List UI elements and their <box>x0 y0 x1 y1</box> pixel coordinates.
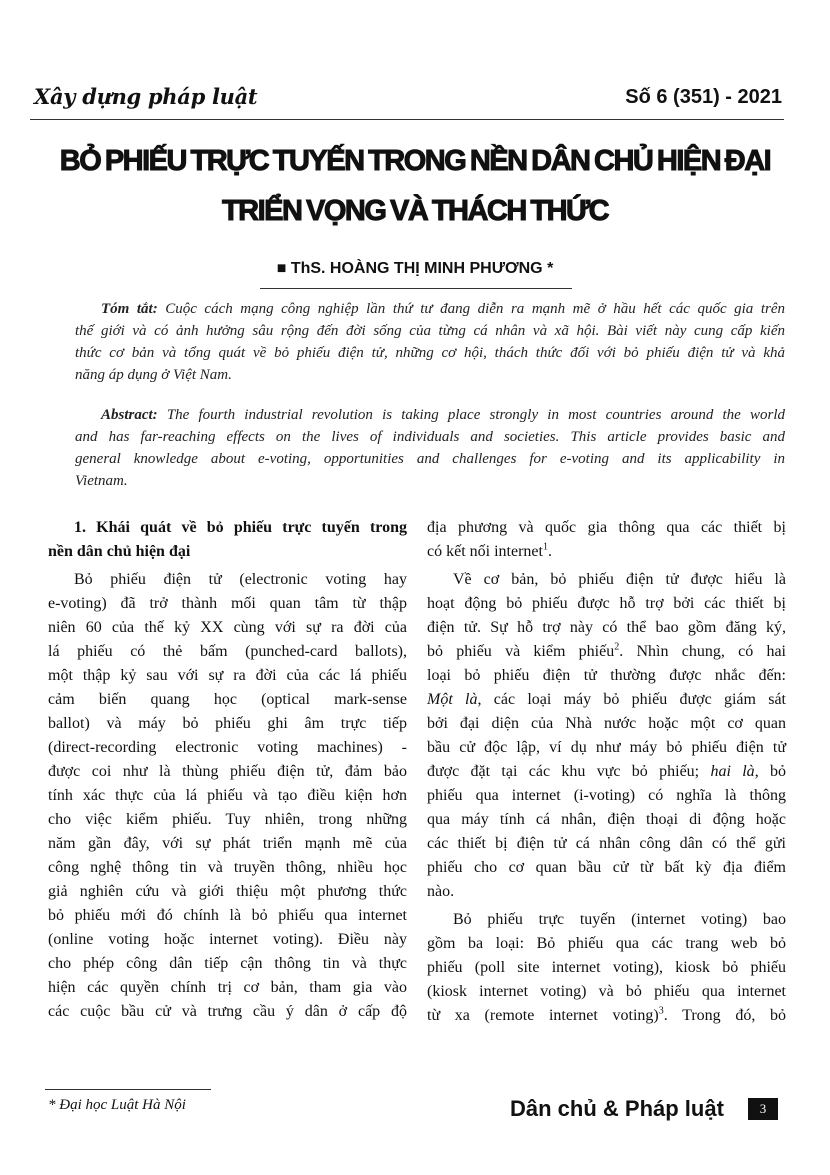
text-run: Cuộc cách mạng công nghiệp lần thứ tư đang diễn ra mạnh mẽ ở hầu hết các quốc gia trên <box>165 301 785 317</box>
text-line <box>48 592 407 616</box>
article-title-line-2 <box>20 188 810 234</box>
text-line <box>427 540 786 564</box>
text-run: The fourth industrial revolution is taking place strongly in most countries around the world <box>166 407 785 423</box>
text-line <box>48 712 407 736</box>
footnote-ref: 2 <box>614 641 620 653</box>
text-line <box>48 616 407 640</box>
text-run: (direct-recording electronic voting machines) - <box>48 739 407 756</box>
text-run: loại bỏ phiếu điện tử thường được nhắc đến: <box>427 667 786 684</box>
text-run: , bỏ <box>754 763 787 780</box>
text-line <box>427 1004 786 1028</box>
text-line <box>427 640 786 664</box>
text-run: thế giới và có ảnh hưởng sâu rộng đến đời sống của từng cá nhân và xã hội. Bài viết này cung cấp kiến <box>75 323 785 339</box>
text-line <box>427 856 786 880</box>
text-line <box>427 616 786 640</box>
text-run: cho việc kiểm phiếu. Tuy nhiên, trong những <box>48 811 407 828</box>
english-abstract <box>75 404 785 492</box>
text-run: một thập kỷ sau với sự ra đời của các lá phiếu <box>48 667 407 684</box>
text-line <box>75 364 785 386</box>
text-line <box>75 298 785 320</box>
text-run: . <box>547 543 552 560</box>
text-run: phiếu cho cơ quan bầu cử từ bất kỳ địa điểm <box>427 859 786 876</box>
text-line <box>427 712 786 736</box>
text-run: nền dân chủ hiện đại <box>48 543 191 560</box>
text-line <box>427 688 786 712</box>
text-line <box>48 688 407 712</box>
page-number: 3 <box>748 1098 778 1120</box>
text-line <box>427 932 786 956</box>
text-run: qua máy tính cá nhân, điện thoại di động hoặc <box>427 811 786 828</box>
text-line <box>427 880 786 904</box>
text-line <box>427 736 786 760</box>
text-line <box>427 760 786 784</box>
body-column-left <box>48 516 407 1024</box>
text-run: cho phép công dân tiếp cận thông tin và thực <box>48 955 407 972</box>
footnote-divider <box>45 1089 211 1090</box>
text-run: hai là <box>710 763 755 780</box>
text-run: gồm ba loại: Bỏ phiếu qua các trang web bỏ <box>427 935 786 952</box>
text-run: bỏ phiếu mới đó chính là bỏ phiếu qua internet <box>48 907 407 924</box>
text-run: Về cơ bản, bỏ phiếu điện tử được hiểu là <box>453 571 786 588</box>
text-run: từ xa (remote internet voting) <box>427 1007 659 1024</box>
footnote-ref: 1 <box>542 541 548 553</box>
vietnamese-summary <box>75 298 785 386</box>
text-line <box>48 952 407 976</box>
text-run: and has far-reaching effects on the lives of individuals and societies. This article provides basic and <box>75 429 785 445</box>
footer-journal-name: Dân chủ & Pháp luật <box>510 1096 724 1121</box>
text-line <box>48 880 407 904</box>
title-text: TRIỂN VỌNG VÀ THÁCH THỨC <box>221 195 609 227</box>
text-run: Abstract: <box>101 407 167 423</box>
text-run: (kiosk internet voting) và bỏ phiếu qua internet <box>427 983 786 1000</box>
text-run: phiếu qua internet (i-voting) có nghĩa là thông <box>427 787 786 804</box>
text-run: thức cơ bản và tổng quát về bỏ phiếu điện tử, những cơ hội, thách thức đối với bỏ phiếu điện tử và khả <box>75 345 785 361</box>
text-run: . Nhìn chung, có hai <box>619 643 786 660</box>
text-run: ballot) và máy bỏ phiếu ghi âm trực tiếp <box>48 715 407 732</box>
text-run: (online voting hoặc internet voting). Điều này <box>48 931 407 948</box>
text-line <box>48 784 407 808</box>
text-line <box>48 568 407 592</box>
text-line <box>427 592 786 616</box>
text-line <box>427 568 786 592</box>
text-run: các thiết bị điện tử cá nhân công dân có thể gửi <box>427 835 786 852</box>
text-run: , các loại máy bỏ phiếu được giám sát <box>477 691 786 708</box>
header-divider <box>30 119 784 120</box>
text-run: địa phương và quốc gia thông qua các thiết bị <box>427 519 786 536</box>
text-line <box>75 320 785 342</box>
text-run: được đặt tại các khu vực bỏ phiếu; <box>427 763 711 780</box>
text-line <box>75 342 785 364</box>
footnote-ref: 3 <box>658 1005 664 1017</box>
text-run: cảm biến quang học (optical mark-sense <box>48 691 407 708</box>
text-run: giả nghiên cứu và giới thiệu một phương thức <box>48 883 407 900</box>
text-line <box>427 516 786 540</box>
text-run: hiện các quyền chính trị cơ bản, tham gia vào <box>48 979 407 996</box>
text-line <box>48 516 407 540</box>
text-line <box>427 784 786 808</box>
text-line <box>48 1000 407 1024</box>
text-line <box>48 664 407 688</box>
text-line <box>48 904 407 928</box>
text-line <box>427 980 786 1004</box>
text-line <box>75 426 785 448</box>
text-run: lá phiếu có thẻ bấm (punched-card ballots), <box>48 643 407 660</box>
text-run: tính xác thực của lá phiếu và tạo điều kiện hơn <box>48 787 407 804</box>
text-line <box>48 808 407 832</box>
text-line <box>427 664 786 688</box>
text-line <box>75 404 785 426</box>
text-line <box>48 856 407 880</box>
text-run: Bỏ phiếu trực tuyến (internet voting) bao <box>453 911 786 928</box>
text-run: nào. <box>427 883 455 900</box>
text-line <box>48 976 407 1000</box>
text-run: có kết nối internet <box>427 543 543 560</box>
text-run: điện tử. Sự hỗ trợ này có thể bao gồm đăng ký, <box>427 619 786 636</box>
body-column-right <box>427 516 786 1028</box>
author-divider <box>260 288 572 289</box>
text-run: được coi như là thùng phiếu điện tử, đảm bảo <box>48 763 407 780</box>
journal-section-name: Xây dựng pháp luật <box>34 84 258 109</box>
text-run: bởi đại diện của Nhà nước hoặc một cơ quan <box>427 715 786 732</box>
text-line <box>48 760 407 784</box>
text-run: niên 60 của thế kỷ XX cùng với sự ra đời của <box>48 619 407 636</box>
text-line <box>48 928 407 952</box>
text-run: Một là <box>427 691 478 708</box>
text-run: hoạt động bỏ phiếu được hỗ trợ bởi các thiết bị <box>427 595 786 612</box>
text-run: phiếu (poll site internet voting), kiosk bỏ phiếu <box>427 959 786 976</box>
text-line <box>48 640 407 664</box>
text-run: năng áp dụng ở Việt Nam. <box>75 367 232 383</box>
text-run: . Trong đó, bỏ <box>663 1007 786 1024</box>
text-line <box>48 832 407 856</box>
text-line <box>48 540 407 564</box>
title-text: BỎ PHIẾU TRỰC TUYẾN TRONG NỀN DÂN CHỦ HIỆN ĐẠI <box>59 145 771 177</box>
text-line <box>427 832 786 856</box>
text-line <box>427 808 786 832</box>
footnote: * Đại học Luật Hà Nội <box>48 1097 186 1113</box>
text-run: năm gần đây, với sự phát triển mạnh mẽ của <box>48 835 407 852</box>
text-run: Vietnam. <box>75 473 128 489</box>
text-line <box>75 470 785 492</box>
text-run: các cuộc bầu cử và trưng cầu ý dân ở cấp độ <box>48 1003 407 1020</box>
text-run: e-voting) đã trở thành mối quan tâm từ thập <box>48 595 407 612</box>
text-line <box>48 736 407 760</box>
text-run: bầu cử độc lập, ví dụ như máy bỏ phiếu điện tử <box>427 739 786 756</box>
text-line <box>427 956 786 980</box>
text-run: bỏ phiếu và kiểm phiếu <box>427 643 615 660</box>
text-run: Bỏ phiếu điện tử (electronic voting hay <box>74 571 407 588</box>
article-title-line-1 <box>20 138 810 184</box>
issue-number: Số 6 (351) - 2021 <box>625 86 782 108</box>
text-line <box>427 908 786 932</box>
text-run: general knowledge about e-voting, opportunities and challenges for e-voting and its applicability in <box>75 451 785 467</box>
author-byline: ■ ThS. HOÀNG THỊ MINH PHƯƠNG * <box>276 260 554 277</box>
text-line <box>75 448 785 470</box>
text-run: công nghệ thông tin và truyền thông, nhiều học <box>48 859 407 876</box>
text-run: Tóm tắt: <box>101 301 166 317</box>
text-run: 1. Khái quát về bỏ phiếu trực tuyến trong <box>74 519 407 536</box>
